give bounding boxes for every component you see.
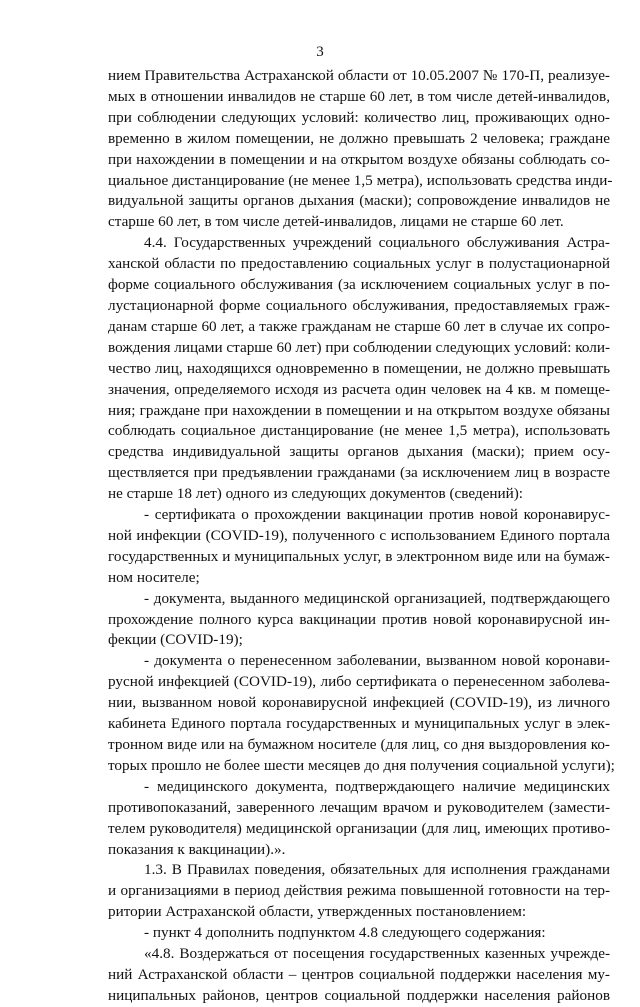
text-line: и организациями в период действия режима повышенной готовности на тер-	[108, 882, 610, 900]
text-line: 4.4. Государственных учреждений социального обслуживания Астра-	[144, 234, 610, 252]
text-line: прохождение полного курса вакцинации против новой коронавирусной ин-	[108, 610, 610, 628]
text-line: нии, вызванном новой коронавирусной инфекцией (COVID-19), из личного	[108, 694, 610, 712]
page-number: 3	[316, 44, 324, 60]
text-line: старше 60 лет, в том числе детей-инвалидов, лицами не старше 60 лет.	[108, 213, 564, 231]
text-line: ществляется при предъявлении гражданами (за исключением лиц в возрасте	[108, 464, 610, 482]
text-line: - медицинского документа, подтверждающего наличие медицинских	[144, 777, 610, 795]
text-line: - пункт 4 дополнить подпунктом 4.8 следующего содержания:	[144, 924, 546, 942]
document-body	[108, 66, 615, 1007]
text-line: русной инфекцией (COVID-19), либо сертификата о перенесенном заболева-	[108, 673, 610, 691]
text-line: государственных и муниципальных услуг, в электронном виде или на бумаж-	[108, 547, 610, 565]
text-line: чество лиц, находящихся одновременно в помещении, не должно превышать	[108, 359, 610, 377]
text-line: нием Правительства Астраханской области от 10.05.2007 № 170-П, реализуе-	[108, 67, 610, 84]
text-line: данам старше 60 лет, а также гражданам не старше 60 лет в случае их сопро-	[108, 317, 610, 335]
text-line: циальное дистанцирование (не менее 1,5 метра), использовать средства инди-	[108, 171, 613, 189]
text-line: телем руководителя) медицинской организации (для лиц, имеющих противо-	[108, 819, 610, 837]
text-line: «4.8. Воздержаться от посещения государственных казенных учрежде-	[144, 945, 610, 963]
text-line: ном носителе;	[108, 568, 200, 586]
text-line: лустационарной форме социального обслуживания, предоставляемых граж-	[108, 296, 610, 314]
text-line: мых в отношении инвалидов не старше 60 лет, в том числе детей-инвалидов,	[108, 87, 610, 105]
text-line: - документа о перенесенном заболевании, вызванном новой коронави-	[144, 652, 610, 670]
text-line: видуальной защиты органов дыхания (маски); сопровождение инвалидов не	[108, 192, 610, 210]
text-line: временно в жилом помещении, не должно превышать 2 человека; граждане	[108, 129, 610, 147]
text-line: ния; граждане при нахождении в помещении и на открытом воздухе обязаны	[108, 401, 610, 419]
text-line: не старше 18 лет) одного из следующих документов (сведений):	[108, 485, 524, 503]
text-line: ханской области по предоставлению социальных услуг в полустационарной	[108, 255, 610, 273]
text-line: значения, определяемого исходя из расчета один человек на 4 кв. м помеще-	[108, 380, 610, 398]
text-line: ной инфекции (COVID-19), полученного с использованием Единого портала	[108, 526, 610, 544]
text-line: вождения лицами старше 60 лет) при соблюдении следующих условий: коли-	[108, 338, 610, 356]
text-line: ниципальных районов, центров социальной поддержки населения районов	[108, 986, 610, 1004]
text-line: тронном виде или на бумажном носителе (для лиц, со дня выздоровления ко-	[108, 736, 610, 753]
text-line: соблюдать социальное дистанцирование (не менее 1,5 метра), использовать	[108, 422, 610, 440]
text-line: кабинета Единого портала государственных и муниципальных услуг в элек-	[108, 715, 610, 733]
text-line: средства индивидуальной защиты органов дыхания (маски); прием осу-	[108, 443, 610, 461]
text-line: при соблюдении следующих условий: количество лиц, проживающих одно-	[108, 108, 610, 126]
text-line: 1.3. В Правилах поведения, обязательных для исполнения гражданами	[144, 861, 610, 879]
text-line: ритории Астраханской области, утвержденных постановлением:	[108, 903, 527, 921]
text-line: показания к вакцинации).».	[108, 840, 286, 858]
text-line: ний Астраханской области – центров социальной поддержки населения му-	[108, 965, 610, 983]
text-line: - документа, выданного медицинской организацией, подтверждающего	[144, 589, 610, 607]
text-line: торых прошло не более шести месяцев до дня получения социальной услуги);	[108, 756, 615, 774]
text-line: противопоказаний, заверенного лечащим врачом и руководителем (замести-	[108, 798, 610, 816]
text-line: фекции (COVID-19);	[108, 631, 243, 649]
text-line: при нахождении в помещении и на открытом воздухе обязаны соблюдать со-	[108, 150, 610, 168]
text-line: форме социального обслуживания (за исключением социальных услуг в по-	[108, 276, 610, 294]
text-line: - сертификата о прохождении вакцинации против новой коронавирус-	[144, 506, 610, 524]
